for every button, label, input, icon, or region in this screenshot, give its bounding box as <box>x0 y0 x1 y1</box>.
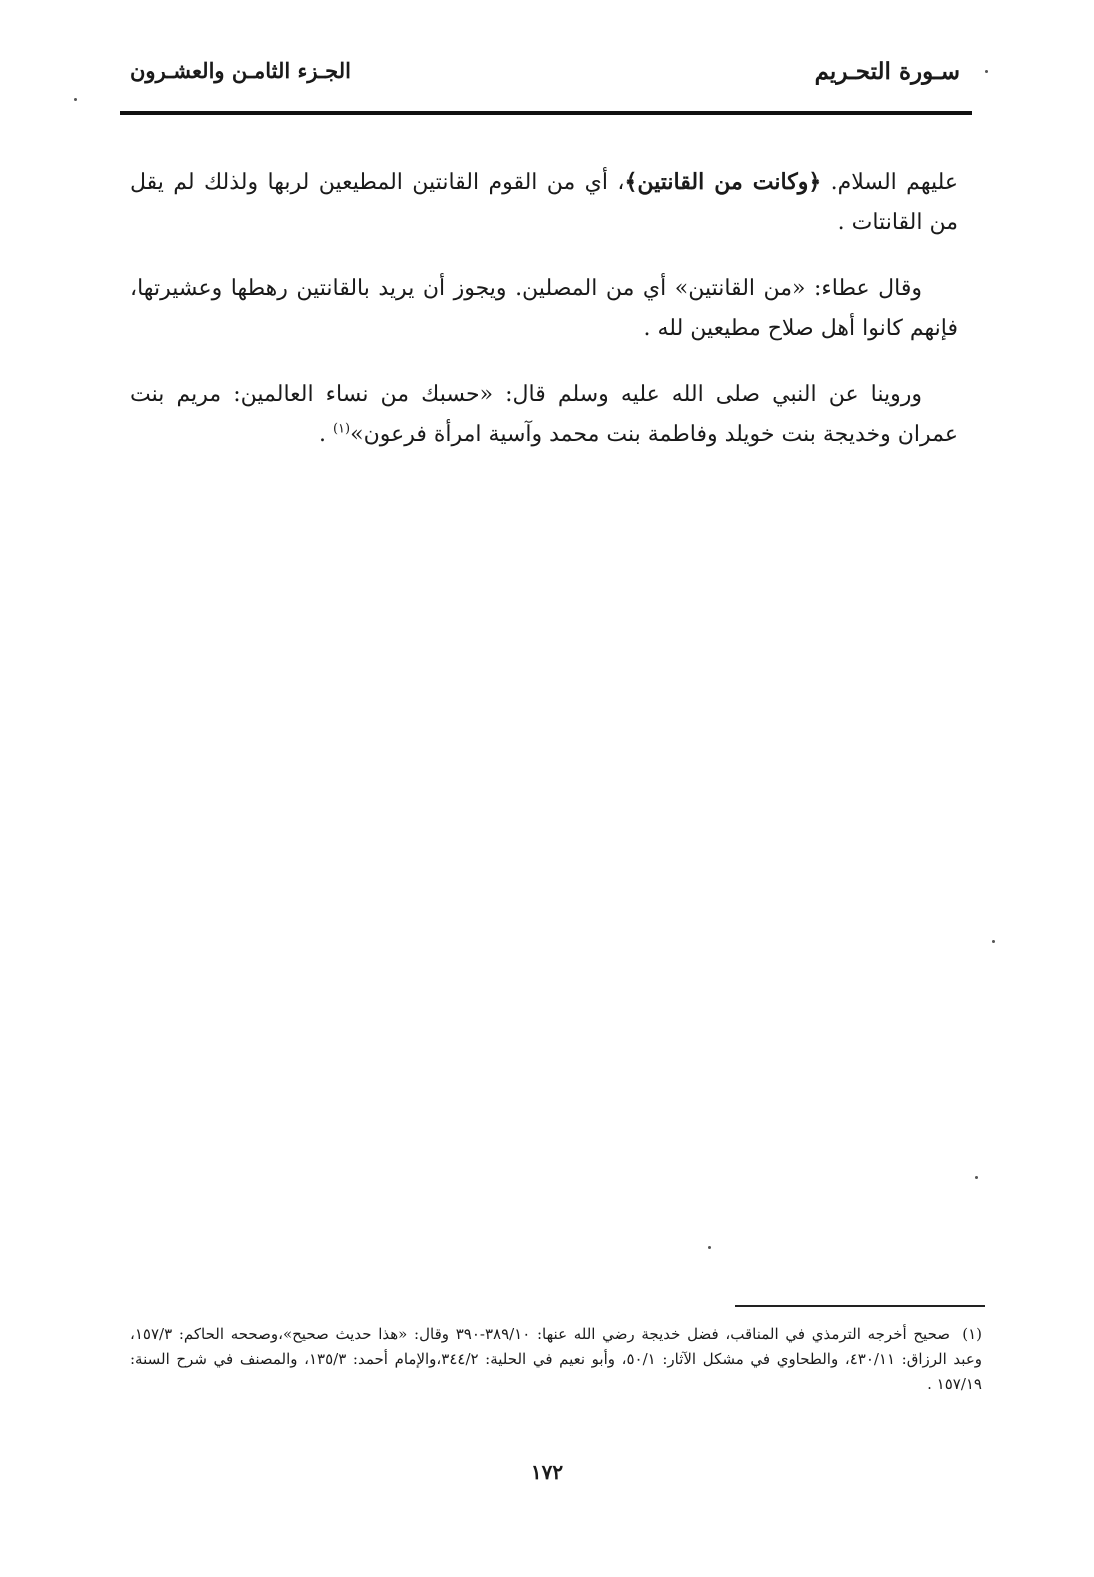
scan-speck <box>74 98 77 101</box>
page-number: ١٧٢ <box>530 1460 564 1484</box>
scan-speck <box>985 70 988 73</box>
footnote-reference[interactable]: (١) <box>332 421 351 437</box>
header-divider <box>120 111 972 115</box>
paragraph-3 <box>130 375 958 455</box>
paragraph-3-text: وروينا عن النبي صلى الله عليه وسلم قال: «حسبك من نساء العالمين: مريم بنت عمران وخديجة بنت خويلد وفاطمة بنت محمد وآسية امرأة فرعون» <box>130 382 958 447</box>
running-header <box>120 58 972 98</box>
footnote <box>130 1322 982 1397</box>
scan-speck <box>992 940 995 943</box>
paragraph-1-rest: ، أي من القوم القانتين المطيعين لربها ولذلك لم يقل من القانتات . <box>130 170 958 235</box>
footnote-number: (١) <box>962 1325 982 1343</box>
paragraph-3-end: . <box>318 422 333 447</box>
scan-speck <box>975 1176 978 1179</box>
scan-speck <box>708 1246 711 1249</box>
footnote-text: صحيح أخرجه الترمذي في المناقب، فضل خديجة رضي الله عنها: ٣٨٩/١٠-٣٩٠ وقال: «هذا حديث صحيح»،وصححه الحاكم: ١٥٧/٣، وعبد الرزاق: ٤٣٠/١١، والطحاوي في مشكل الآثار: ٥٠/١، وأبو نعيم في الحلية: ٣٤٤/٢،والإمام أحمد: ١٣٥/٣، والمصنف في شرح السنة: ١٥٧/١٩ . <box>130 1325 983 1393</box>
paragraph-1 <box>130 162 958 243</box>
footnote-divider <box>735 1305 985 1307</box>
main-text <box>130 162 958 481</box>
paragraph-1-lead: عليهم السلام. <box>821 170 959 195</box>
surah-title: سـورة التحـريم <box>814 58 960 85</box>
paragraph-2: وقال عطاء: «من القانتين» أي من المصلين. ويجوز أن يريد بالقانتين رهطها وعشيرتها، فإنهم كانوا أهل صلاح مطيعين لله . <box>130 276 958 341</box>
juz-title: الجـزء الثامـن والعشـرون <box>130 58 351 83</box>
quran-quote: ﴿وكانت من القانتين﴾ <box>624 169 822 195</box>
